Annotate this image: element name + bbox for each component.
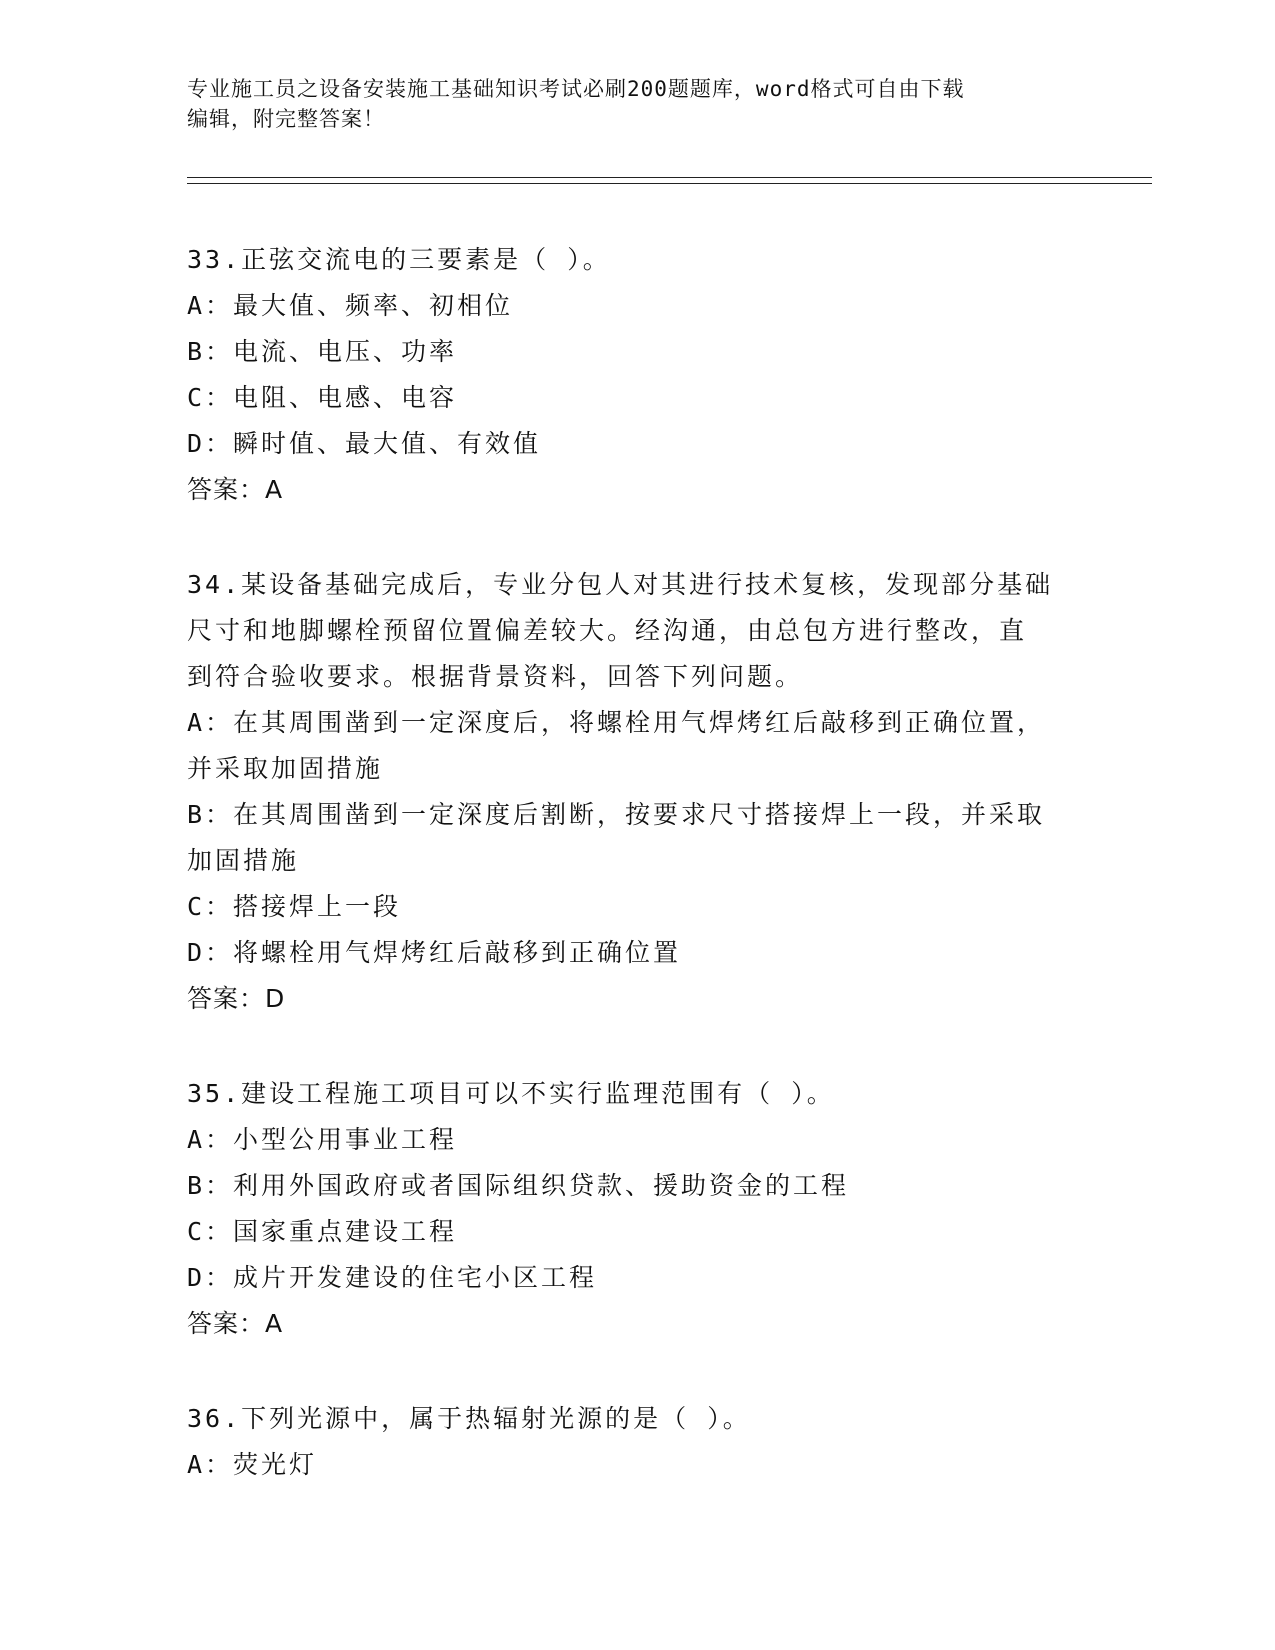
question-list: [187, 237, 1087, 1537]
answer-line: 答案：A: [187, 475, 284, 504]
document-header: [187, 74, 1067, 134]
header-line-2: 编辑，附完整答案！: [187, 107, 385, 131]
option-c: C：搭接焊上一段: [187, 892, 402, 921]
header-divider-top: [187, 177, 1152, 178]
option-d: D：成片开发建设的住宅小区工程: [187, 1263, 598, 1292]
question-35: [187, 1071, 1087, 1347]
option-b-continued: 加固措施: [187, 846, 300, 875]
option-b: B：电流、电压、功率: [187, 337, 458, 366]
option-a: A：在其周围凿到一定深度后，将螺栓用气焊烤红后敲移到正确位置，: [187, 708, 1046, 737]
option-d: D：将螺栓用气焊烤红后敲移到正确位置: [187, 938, 682, 967]
answer-line: 答案：A: [187, 1309, 284, 1338]
question-33: [187, 237, 1087, 513]
header-divider-bottom: [187, 183, 1152, 184]
option-c: C：电阻、电感、电容: [187, 383, 458, 412]
option-b: B：利用外国政府或者国际组织贷款、援助资金的工程: [187, 1171, 850, 1200]
option-a-continued: 并采取加固措施: [187, 754, 384, 783]
question-stem-line-2: 尺寸和地脚螺栓预留位置偏差较大。经沟通，由总包方进行整改，直: [187, 616, 1028, 645]
header-line-1: 专业施工员之设备安装施工基础知识考试必刷200题题库，word格式可自由下载: [187, 77, 965, 101]
option-a: A：最大值、频率、初相位: [187, 291, 514, 320]
question-stem-line-3: 到符合验收要求。根据背景资料，回答下列问题。: [187, 662, 804, 691]
question-stem: 33.正弦交流电的三要素是（ ）。: [187, 245, 611, 274]
option-d: D：瞬时值、最大值、有效值: [187, 429, 542, 458]
option-a: A：小型公用事业工程: [187, 1125, 458, 1154]
option-b: B：在其周围凿到一定深度后割断，按要求尺寸搭接焊上一段，并采取: [187, 800, 1046, 829]
question-stem-line-1: 34.某设备基础完成后，专业分包人对其进行技术复核，发现部分基础: [187, 570, 1054, 599]
option-c: C：国家重点建设工程: [187, 1217, 458, 1246]
answer-line: 答案：D: [187, 984, 286, 1013]
question-stem: 36.下列光源中，属于热辐射光源的是（ ）。: [187, 1404, 751, 1433]
question-36: [187, 1396, 1087, 1488]
option-a: A：荧光灯: [187, 1450, 318, 1479]
question-stem: 35.建设工程施工项目可以不实行监理范围有（ ）。: [187, 1079, 835, 1108]
question-34: [187, 562, 1087, 1022]
